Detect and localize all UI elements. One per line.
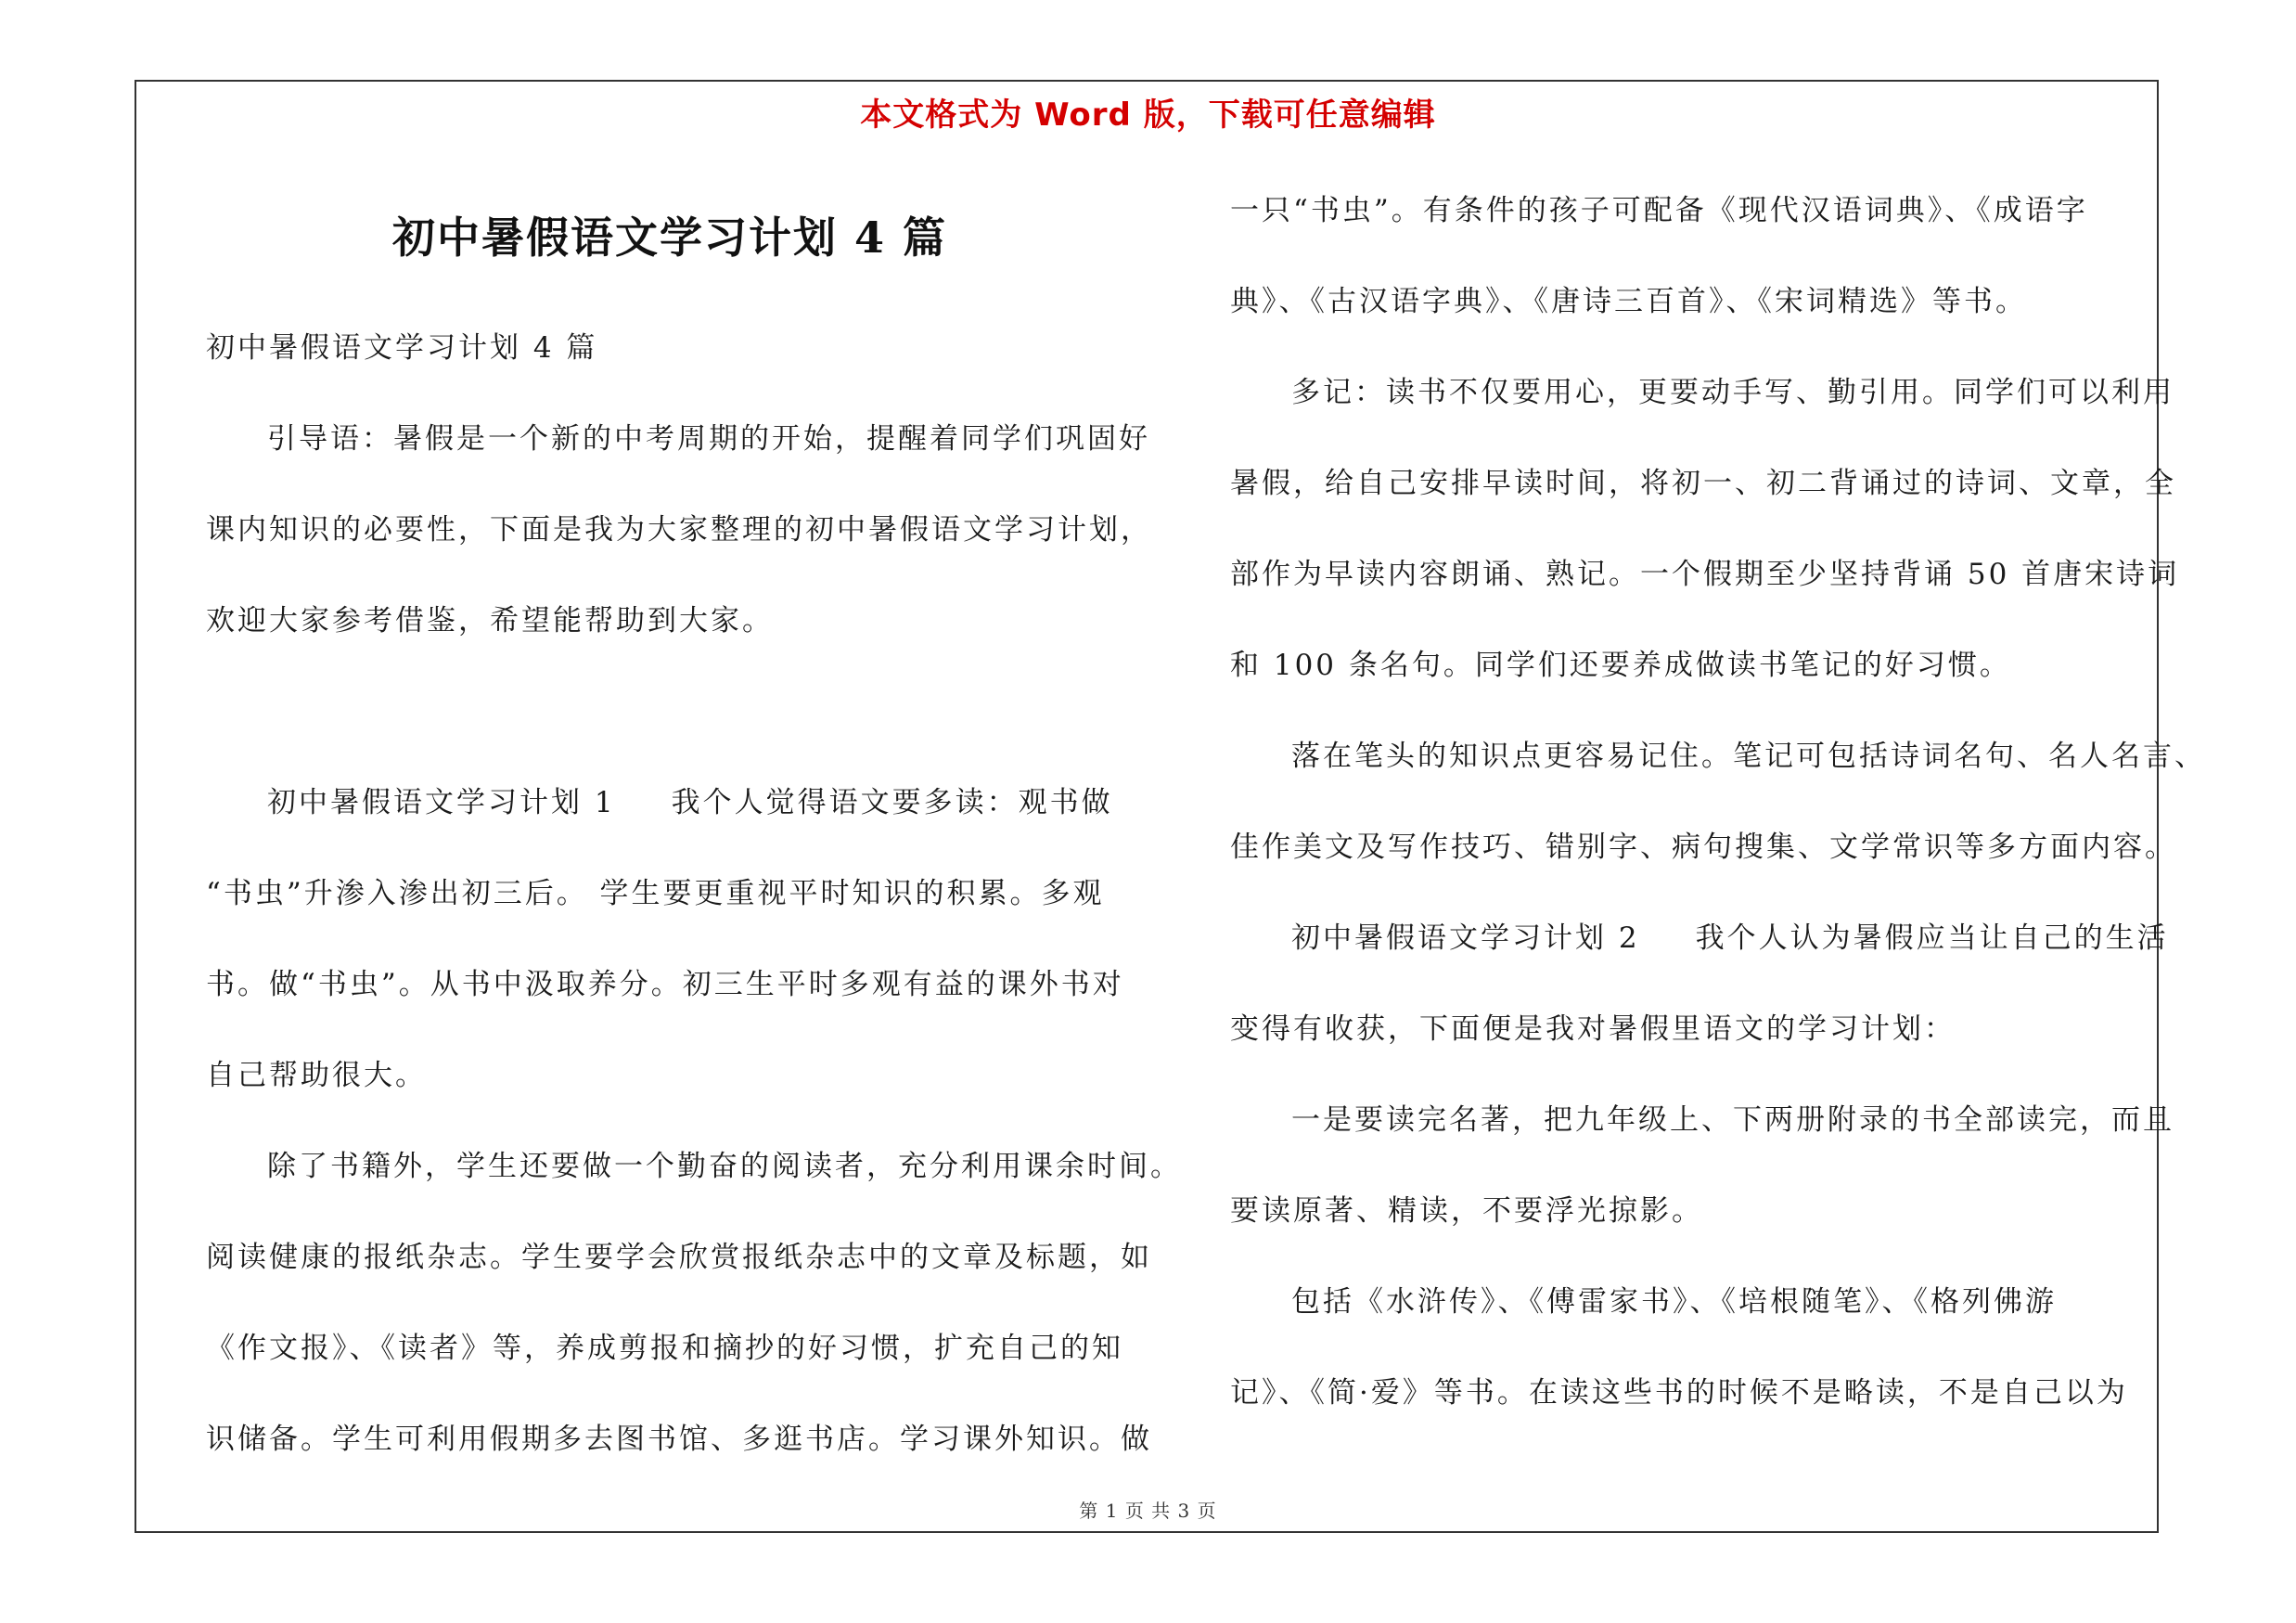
right-column (1230, 165, 2206, 1438)
document-title: 初中暑假语文学习计划 4 篇 (391, 213, 948, 263)
section-heading: 初中暑假语文学习计划 1 (267, 786, 616, 819)
paragraph-line: 要读原著、精读，不要浮光掠影。 (1230, 1194, 1703, 1228)
paragraph-line: 阅读健康的报纸杂志。学生要学会欣赏报纸杂志中的文章及标题，如 (206, 1241, 1152, 1274)
paragraph-line: 记》、《简·爱》等书。在读这些书的时候不是略读，不是自己以为 (1230, 1376, 2128, 1410)
section-intro: 我个人认为暑假应当让自己的生活 (1695, 921, 2169, 955)
paragraph-line: 暑假，给自己安排早读时间，将初一、初二背诵过的诗词、文章，全 (1230, 467, 2176, 500)
section-heading-line (1230, 893, 2167, 984)
paragraph-line: 一只“书虫”。有条件的孩子可配备《现代汉语词典》、《成语字 (1230, 194, 2088, 227)
section-heading: 初中暑假语文学习计划 2 (1291, 921, 1640, 955)
paragraph-gap (206, 666, 1143, 757)
paragraph-line: 自己帮助很大。 (206, 1059, 427, 1092)
paragraph-line: 包括《水浒传》、《傅雷家书》、《培根随笔》、《格列佛游 (1291, 1285, 2057, 1319)
paragraph-line: 部作为早读内容朗诵、熟记。一个假期至少坚持背诵 50 首唐宋诗词 (1230, 558, 2180, 591)
paragraph-line: “书虫”升渗入渗出初三后。 学生要更重视平时知识的积累。多观 (206, 877, 1105, 910)
paragraph-line: 典》、《古汉语字典》、《唐诗三百首》、《宋词精选》等书。 (1230, 285, 2027, 318)
paragraph-line: 变得有收获，下面便是我对暑假里语文的学习计划： (1230, 1012, 1956, 1046)
paragraph-line: 欢迎大家参考借鉴，希望能帮助到大家。 (206, 604, 774, 638)
paragraph-line: 一是要读完名著，把九年级上、下两册附录的书全部读完，而且 (1291, 1103, 2174, 1137)
page-footer: 第 1 页 共 3 页 (1079, 1500, 1217, 1522)
format-banner: 本文格式为 Word 版，下载可任意编辑 (860, 97, 1436, 134)
section-heading-line (206, 757, 1143, 848)
paragraph-line: 多记：读书不仅要用心，更要动手写、勤引用。同学们可以利用 (1291, 376, 2174, 409)
paragraph-line: 佳作美文及写作技巧、错别字、病句搜集、文学常识等多方面内容。 (1230, 831, 2176, 864)
paragraph-line: 和 100 条名句。同学们还要养成做读书笔记的好习惯。 (1230, 649, 2011, 682)
paragraph-line: 书。做“书虫”。从书中汲取养分。初三生平时多观有益的课外书对 (206, 968, 1124, 1001)
paragraph-line: 《作文报》、《读者》等，养成剪报和摘抄的好习惯，扩充自己的知 (206, 1332, 1123, 1365)
left-column (206, 303, 1182, 1485)
paragraph-line: 落在笔头的知识点更容易记住。笔记可包括诗词名句、名人名言、 (1291, 740, 2206, 773)
section-intro: 我个人觉得语文要多读：观书做 (671, 786, 1113, 819)
paragraph-line: 引导语：暑假是一个新的中考周期的开始，提醒着同学们巩固好 (267, 422, 1150, 456)
paragraph-line: 初中暑假语文学习计划 4 篇 (206, 331, 598, 365)
paragraph-line: 课内知识的必要性，下面是我为大家整理的初中暑假语文学习计划， (206, 513, 1152, 547)
paragraph-line: 除了书籍外，学生还要做一个勤奋的阅读者，充分利用课余时间。 (267, 1150, 1182, 1183)
paragraph-line: 识储备。学生可利用假期多去图书馆、多逛书店。学习课外知识。做 (206, 1423, 1152, 1456)
